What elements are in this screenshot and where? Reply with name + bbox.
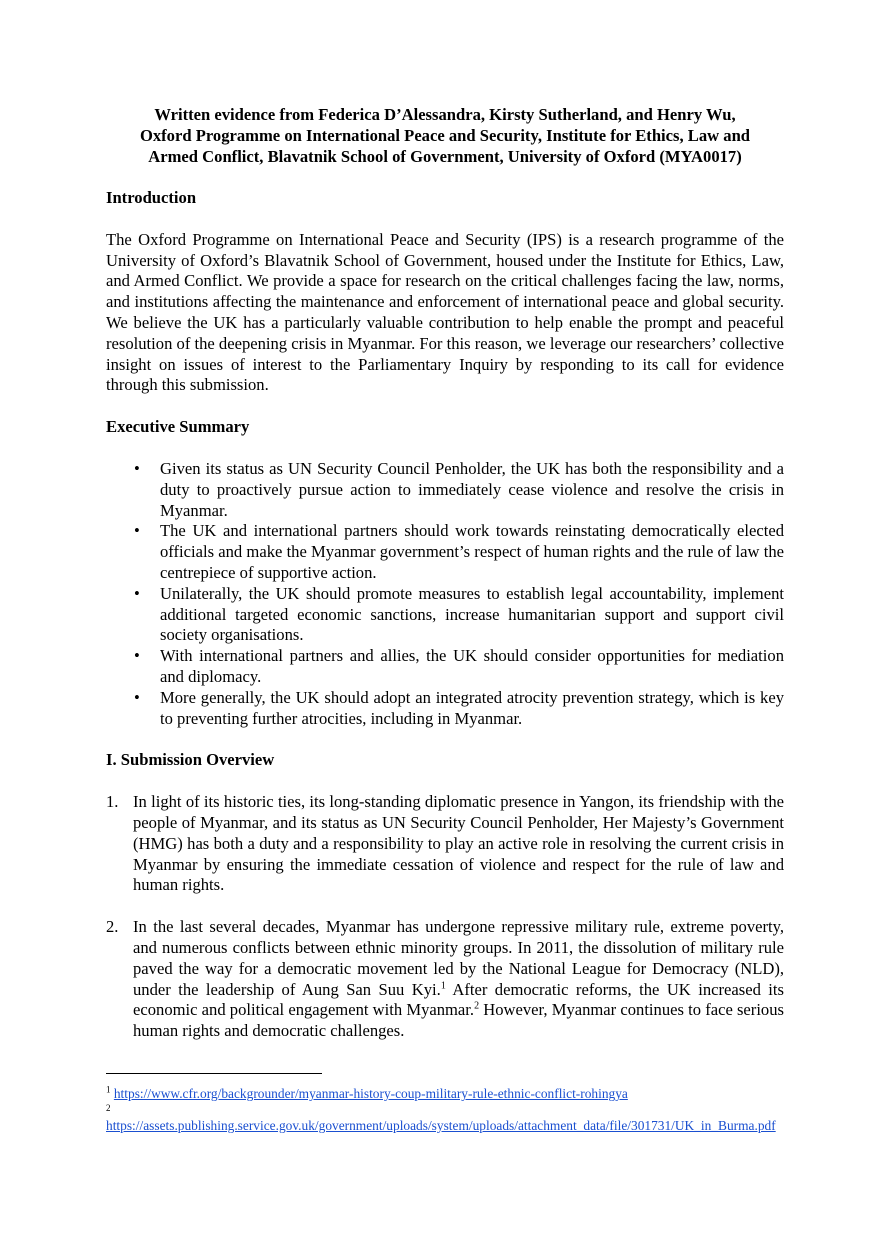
footnote-reference[interactable]: 2 [474, 1000, 480, 1012]
introduction-paragraph: The Oxford Programme on International Peace and Security (IPS) is a research programme of the University of Oxford’s Blavatnik School of Government, housed under the Institute for Ethics, Law, and Armed Conflict. We provide a space for research on the critical challenges facing the law, norms, and institutions affecting the maintenance and enforcement of international peace and global security. We believe the UK has a particularly valuable contribution to help enable the prompt and peaceful resolution of the deepening crisis in Myanmar. For this reason, we leverage our researchers’ collective insight on issues of interest to the Parliamentary Inquiry by responding to its call for evidence through this submission. [106, 229, 784, 395]
bullet-icon: • [134, 646, 140, 666]
footnote-link[interactable]: https://www.cfr.org/backgrounder/myanmar-history-coup-military-rule-ethnic-conflict-rohingya [113, 1086, 628, 1101]
footnote-reference[interactable]: 1 [440, 979, 446, 991]
numbered-paragraph [106, 792, 784, 896]
paragraph-number: 2. [106, 917, 119, 937]
bullet-icon: • [134, 583, 140, 603]
document-page [106, 104, 784, 1063]
bullet-icon: • [134, 521, 140, 541]
bullet-icon: • [134, 687, 140, 707]
title-line: Written evidence from Federica D’Alessandra, Kirsty Sutherland, and Henry Wu, [154, 105, 736, 124]
submission-overview-list [106, 792, 784, 1042]
footnote-separator [106, 1073, 322, 1074]
footnote-1 [106, 1085, 784, 1102]
executive-summary-heading: Executive Summary [106, 417, 250, 437]
footnote-link[interactable]: https://assets.publishing.service.gov.uk/government/uploads/system/uploads/attachment_data/file/301731/UK_in_Burma.pdf [106, 1118, 776, 1133]
list-item-text: Given its status as UN Security Council Penholder, the UK has both the responsibility and a duty to proactively pursue action to immediately cease violence and resolve the crisis in Myanmar. [160, 458, 784, 520]
footnote-2 [106, 1102, 784, 1134]
footnotes-section [106, 1073, 784, 1134]
list-item-text: More generally, the UK should adopt an integrated atrocity prevention strategy, which is key to preventing further atrocities, including in Myanmar. [160, 687, 784, 728]
paragraph-text: However, Myanmar continues to face serious human rights and democratic challenges. [133, 1000, 784, 1041]
bullet-icon: • [134, 458, 140, 478]
list-item-text: The UK and international partners should work towards reinstating democratically elected officials and make the Myanmar government’s respect of human rights and the rule of law the centrepiece of supportive action. [160, 521, 784, 582]
paragraph-text: In light of its historic ties, its long-standing diplomatic presence in Yangon, its friendship with the people of Myanmar, and its status as UN Security Council Penholder, Her Majesty’s Government (HMG) has both a duty and a responsibility to play an active role in resolving the current crisis in Myanmar by ensuring the immediate cessation of violence and respect for the rule of law and human rights. [133, 792, 784, 895]
executive-summary-list [106, 459, 784, 729]
list-item-text: Unilaterally, the UK should promote measures to establish legal accountability, implement additional targeted economic sanctions, increase humanitarian support and support civil society organisations. [160, 583, 784, 645]
submission-overview-heading: I. Submission Overview [106, 750, 275, 770]
list-item [106, 459, 784, 521]
footnote-mark: 2 [106, 1103, 111, 1113]
list-item [106, 521, 784, 583]
numbered-paragraph [106, 917, 784, 1042]
paragraph-text: In the last several decades, Myanmar has undergone repressive military rule, extreme poverty, and numerous conflicts between ethnic minority groups. In 2011, the dissolution of military rule paved the way for a democratic movement led by the National League for Democracy (NLD), under the leadership of Aung San Suu Kyi. [133, 917, 784, 999]
title-line: Armed Conflict, Blavatnik School of Government, University of Oxford (MYA0017) [148, 147, 742, 166]
footnote-mark: 1 [106, 1084, 111, 1095]
list-item [106, 646, 784, 688]
introduction-heading: Introduction [106, 188, 197, 207]
list-item [106, 584, 784, 646]
title-line: Oxford Programme on International Peace and Security, Institute for Ethics, Law and [139, 126, 751, 145]
paragraph-number: 1. [106, 792, 119, 812]
paragraph-text: After democratic reforms, the UK increased its economic and political engagement with Myanmar. [133, 979, 784, 1020]
list-item [106, 688, 784, 730]
list-item-text: With international partners and allies, the UK should consider opportunities for mediation and diplomacy. [160, 646, 784, 686]
document-title [100, 104, 790, 167]
